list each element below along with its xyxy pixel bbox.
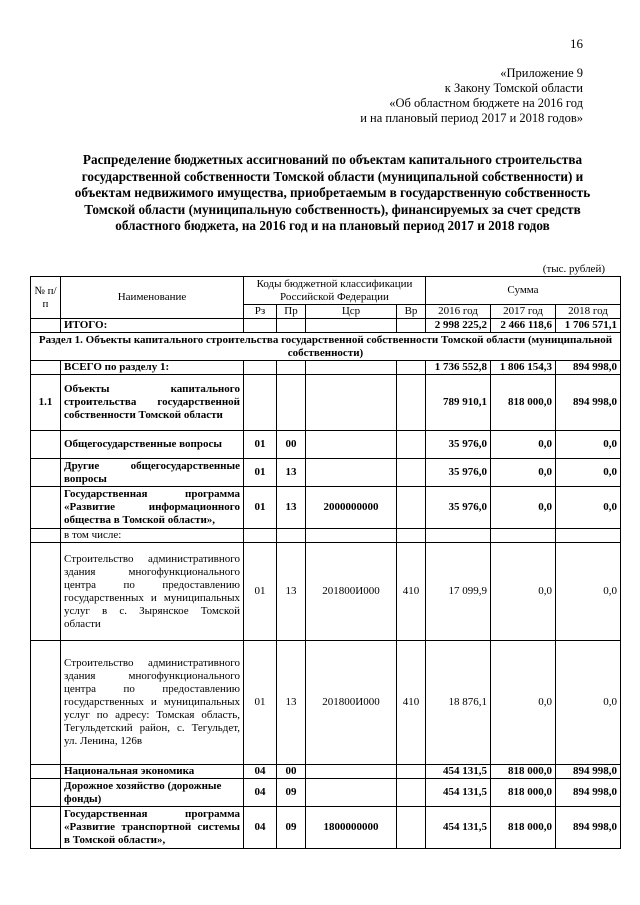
building-1-2017: 0,0 [491,543,556,641]
total-2017: 2 466 118,6 [491,319,556,333]
program-info-name: Государственная программа «Развитие информационного общества в Томской области», [61,487,244,529]
roads-name: Дорожное хозяйство (дорожные фонды) [61,779,244,807]
program-info-2017: 0,0 [491,487,556,529]
program-transport-csr: 1800000000 [306,807,397,849]
program-info-2016: 35 976,0 [426,487,491,529]
row-economy [31,765,621,779]
row-section-1 [31,333,621,361]
header-sum: Сумма [426,277,621,305]
building-1-2018: 0,0 [556,543,621,641]
economy-2018: 894 998,0 [556,765,621,779]
economy-2016: 454 131,5 [426,765,491,779]
row-building-2 [31,641,621,765]
program-transport-2018: 894 998,0 [556,807,621,849]
other-general-2018: 0,0 [556,459,621,487]
budget-table [30,276,621,849]
header-rz: Рз [244,305,277,319]
building-2-2017: 0,0 [491,641,556,765]
program-transport-2017: 818 000,0 [491,807,556,849]
document-title: Распределение бюджетных ассигнований по объектам капитального строительства государственной собственности Томской области (муниципальной собственности) и объектам недвижимого имущества, приобретаемым в государственную собственность Томской области (муниципальную собственность), финансируемых за счет средств областного бюджета, на 2016 год и на плановый период 2017 и 2018 годов [74,152,591,233]
general-2016: 35 976,0 [426,431,491,459]
row-1-1-2017: 818 000,0 [491,375,556,431]
row-total [31,319,621,333]
total-2018: 1 706 571,1 [556,319,621,333]
program-transport-pr: 09 [277,807,306,849]
appendix-header [360,66,583,126]
economy-rz: 04 [244,765,277,779]
section-1-title: Раздел 1. Объекты капитального строительства государственной собственности Томской области (муниципальной собственности) [31,333,621,361]
building-1-vr: 410 [397,543,426,641]
units-label: (тыс. рублей) [542,263,605,275]
general-rz: 01 [244,431,277,459]
building-2-vr: 410 [397,641,426,765]
header-row-1 [31,277,621,305]
row-general [31,431,621,459]
row-building-1 [31,543,621,641]
program-transport-2016: 454 131,5 [426,807,491,849]
header-2016: 2016 год [426,305,491,319]
program-info-csr: 2000000000 [306,487,397,529]
building-2-pr: 13 [277,641,306,765]
section-total-2017: 1 806 154,3 [491,361,556,375]
building-1-csr: 201800И000 [306,543,397,641]
building-1-rz: 01 [244,543,277,641]
row-1-1-num: 1.1 [31,375,61,431]
header-vr: Вр [397,305,426,319]
other-general-name: Другие общегосударственные вопросы [61,459,244,487]
economy-name: Национальная экономика [61,765,244,779]
section-total-2018: 894 998,0 [556,361,621,375]
roads-rz: 04 [244,779,277,807]
roads-2017: 818 000,0 [491,779,556,807]
header-csr: Цср [306,305,397,319]
building-1-pr: 13 [277,543,306,641]
building-2-2018: 0,0 [556,641,621,765]
roads-2018: 894 998,0 [556,779,621,807]
appendix-line-2: к Закону Томской области [444,81,583,95]
header-num: № п/п [31,277,61,319]
program-info-rz: 01 [244,487,277,529]
header-2017: 2017 год [491,305,556,319]
roads-pr: 09 [277,779,306,807]
general-name: Общегосударственные вопросы [61,431,244,459]
appendix-line-3: «Об областном бюджете на 2016 год [389,96,583,110]
row-section-total [31,361,621,375]
economy-pr: 00 [277,765,306,779]
row-1-1 [31,375,621,431]
building-1-2016: 17 099,9 [426,543,491,641]
section-total-2016: 1 736 552,8 [426,361,491,375]
page-number: 16 [570,36,583,51]
row-other-general [31,459,621,487]
economy-2017: 818 000,0 [491,765,556,779]
including-label: в том числе: [61,529,244,543]
row-1-1-2018: 894 998,0 [556,375,621,431]
header-name: Наименование [61,277,244,319]
building-2-rz: 01 [244,641,277,765]
program-info-pr: 13 [277,487,306,529]
row-program-transport [31,807,621,849]
building-2-name: Строительство административного здания многофункционального центра по предоставлению государственных и муниципальных услуг по адресу: Томская область, Тегульдетский район, с. Тегульдет, ул. Ленина, 126в [61,641,244,765]
header-pr: Пр [277,305,306,319]
building-1-name: Строительство административного здания многофункционального центра по предоставлению государственных и муниципальных услуг в с. Зырянское Томской области [61,543,244,641]
general-pr: 00 [277,431,306,459]
row-program-info [31,487,621,529]
total-label: ИТОГО: [61,319,244,333]
total-2016: 2 998 225,2 [426,319,491,333]
program-transport-name: Государственная программа «Развитие транспортной системы в Томской области», [61,807,244,849]
program-info-2018: 0,0 [556,487,621,529]
row-including [31,529,621,543]
program-transport-rz: 04 [244,807,277,849]
header-codes: Коды бюджетной классификации Российской Федерации [244,277,426,305]
other-general-2017: 0,0 [491,459,556,487]
appendix-line-1: «Приложение 9 [500,66,583,80]
row-1-1-name: Объекты капитального строительства государственной собственности Томской области [61,375,244,431]
other-general-pr: 13 [277,459,306,487]
header-2018: 2018 год [556,305,621,319]
building-2-2016: 18 876,1 [426,641,491,765]
general-2017: 0,0 [491,431,556,459]
general-2018: 0,0 [556,431,621,459]
other-general-rz: 01 [244,459,277,487]
other-general-2016: 35 976,0 [426,459,491,487]
building-2-csr: 201800И000 [306,641,397,765]
row-1-1-2016: 789 910,1 [426,375,491,431]
section-total-label: ВСЕГО по разделу 1: [61,361,244,375]
row-roads [31,779,621,807]
roads-2016: 454 131,5 [426,779,491,807]
appendix-line-4: и на плановый период 2017 и 2018 годов» [360,111,583,125]
